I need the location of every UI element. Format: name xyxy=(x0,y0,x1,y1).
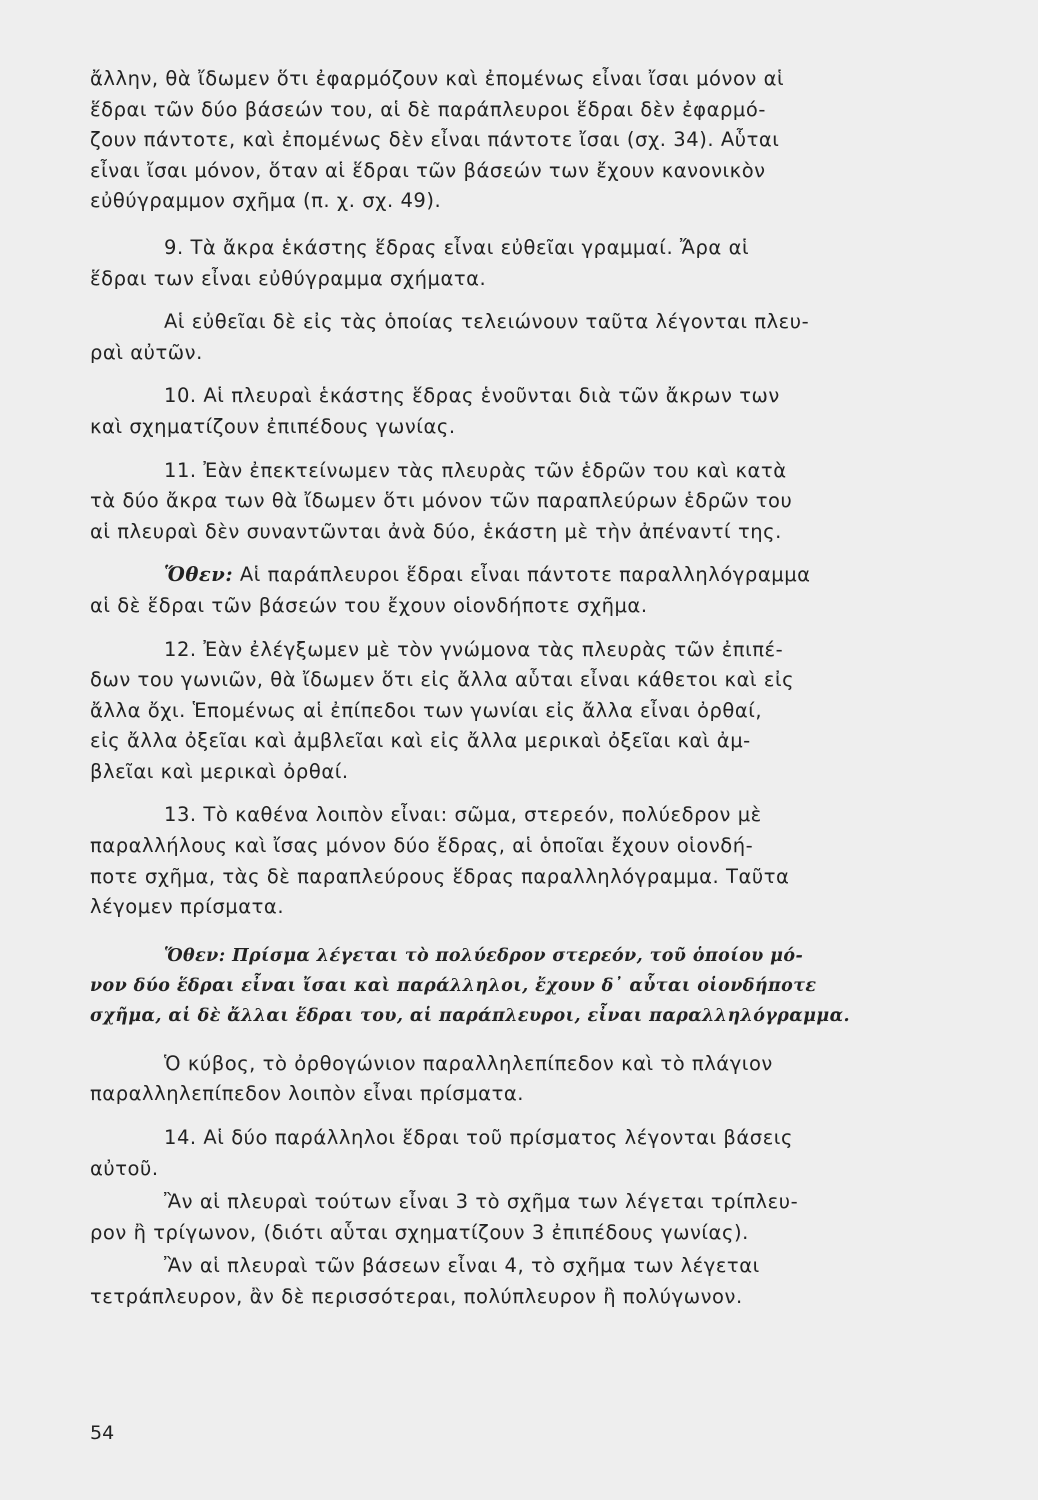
text-line: Ἂν αἱ πλευραὶ τούτων εἶναι 3 τὸ σχῆμα των λέγεται τρίπλευ- xyxy=(164,1190,799,1214)
paragraph-cube xyxy=(90,1049,960,1110)
text-line: 9. Τὰ ἄκρα ἑκάστης ἕδρας εἶναι εὐθεῖαι γραμμαί. Ἄρα αἱ xyxy=(164,235,750,259)
paragraph-13 xyxy=(90,800,960,922)
oten-label: Ὅθεν: xyxy=(164,563,234,587)
text-line: ἄλλην, θὰ ἴδωμεν ὅτι ἐφαρμόζουν καὶ ἐπομένως εἶναι ἴσαι μόνον αἱ xyxy=(90,67,785,90)
paragraph-14b xyxy=(90,1187,960,1248)
paragraph-14c xyxy=(90,1251,960,1312)
paragraph-14 xyxy=(90,1123,960,1184)
text-line: Αἱ εὐθεῖαι δὲ εἰς τὰς ὁποίας τελειώνουν ταῦτα λέγονται πλευ- xyxy=(164,310,810,334)
text-line: αὐτοῦ. xyxy=(90,1156,159,1180)
text-fragment: Αἱ παράπλευροι ἕδραι εἶναι πάντοτε παραλληλόγραμμα xyxy=(233,563,811,587)
text-line: εἶναι ἴσαι μόνον, ὅταν αἱ ἕδραι τῶν βάσεών των ἔχουν κανονικὸν xyxy=(90,158,766,182)
paragraph-11 xyxy=(90,456,960,548)
page-body xyxy=(90,64,960,1313)
text-line: καὶ σχηματίζουν ἐπιπέδους γωνίας. xyxy=(90,414,456,438)
text-line: εὐθύγραμμον σχῆμα (π. χ. σχ. 49). xyxy=(90,189,442,213)
paragraph-12 xyxy=(90,635,960,788)
paragraph-continuation xyxy=(90,64,960,217)
text-line: ραὶ αὐτῶν. xyxy=(90,340,203,364)
text-line: 12. Ἐὰν ἐλέγξωμεν μὲ τὸν γνώμονα τὰς πλευρὰς τῶν ἐπιπέ- xyxy=(164,637,784,661)
text-line: 11. Ἐὰν ἐπεκτείνωμεν τὰς πλευρὰς τῶν ἑδρῶν του καὶ κατὰ xyxy=(164,458,787,482)
text-line: Ἂν αἱ πλευραὶ τῶν βάσεων εἶναι 4, τὸ σχῆμα των λέγεται xyxy=(164,1254,760,1278)
text-line: αἱ δὲ ἕδραι τῶν βάσεών του ἔχουν οἱονδήποτε σχῆμα. xyxy=(90,593,648,617)
text-line: παραλληλεπίπεδον λοιπὸν εἶναι πρίσματα. xyxy=(90,1082,525,1106)
text-line: αἱ πλευραὶ δὲν συναντῶνται ἀνὰ δύο, ἑκάστη μὲ τὴν ἀπέναντί της. xyxy=(90,519,782,543)
text-line: δων του γωνιῶν, θὰ ἴδωμεν ὅτι εἰς ἄλλα αὗται εἶναι κάθετοι καὶ εἰς xyxy=(90,668,795,692)
text-line: λέγομεν πρίσματα. xyxy=(90,895,285,919)
paragraph-10 xyxy=(90,381,960,442)
text-line: ἕδραι των εἶναι εὐθύγραμμα σχήματα. xyxy=(90,266,487,290)
text-line: ποτε σχῆμα, τὰς δὲ παραπλεύρους ἕδρας παραλληλόγραμμα. Ταῦτα xyxy=(90,864,790,888)
text-line: 10. Αἱ πλευραὶ ἑκάστης ἕδρας ἑνοῦνται διὰ τῶν ἄκρων των xyxy=(164,384,780,408)
text-line xyxy=(90,560,960,591)
paragraph-9 xyxy=(90,233,960,294)
prism-definition xyxy=(90,941,960,1031)
text-line: νον δύο ἕδραι εἶναι ἴσαι καὶ παράλληλοι, ἔχουν δ᾽ αὗται οἱονδήποτε xyxy=(90,975,817,996)
text-line: Ὁ κύβος, τὸ ὀρθογώνιον παραλληλεπίπεδον καὶ τὸ πλάγιον xyxy=(164,1051,773,1075)
text-line: σχῆμα, αἱ δὲ ἄλλαι ἕδραι του, αἱ παράπλευροι, εἶναι παραλληλόγραμμα. xyxy=(90,1005,850,1026)
paragraph-9b xyxy=(90,307,960,368)
text-line: παραλλήλους καὶ ἴσας μόνον δύο ἕδρας, αἱ ὁποῖαι ἔχουν οἱονδή- xyxy=(90,834,754,858)
text-line: ἕδραι τῶν δύο βάσεών του, αἱ δὲ παράπλευροι ἕδραι δὲν ἐφαρμό- xyxy=(90,97,766,121)
text-line: ἄλλα ὄχι. Ἑπομένως αἱ ἐπίπεδοι των γωνίαι εἰς ἄλλα εἶναι ὀρθαί, xyxy=(90,698,763,722)
paragraph-oten-sides xyxy=(90,560,960,621)
text-line: 13. Τὸ καθένα λοιπὸν εἶναι: σῶμα, στερεόν, πολύεδρον μὲ xyxy=(164,803,762,827)
text-line: βλεῖαι καὶ μερικαὶ ὀρθαί. xyxy=(90,759,349,783)
text-line: ρον ἢ τρίγωνον, (διότι αὗται σχηματίζουν 3 ἐπιπέδους γωνίας). xyxy=(90,1220,749,1244)
text-line: εἰς ἄλλα ὀξεῖαι καὶ ἀμβλεῖαι καὶ εἰς ἄλλα μερικαὶ ὀξεῖαι καὶ ἀμ- xyxy=(90,729,751,753)
text-line: τετράπλευρον, ἂν δὲ περισσότεραι, πολύπλευρον ἢ πολύγωνον. xyxy=(90,1285,743,1308)
text-line: τὰ δύο ἄκρα των θὰ ἴδωμεν ὅτι μόνον τῶν παραπλεύρων ἑδρῶν του xyxy=(90,489,793,513)
page-number: 54 xyxy=(90,1422,115,1444)
text-line: Ὅθεν: Πρίσμα λέγεται τὸ πολύεδρον στερεόν, τοῦ ὁποίου μό- xyxy=(164,945,804,966)
text-line: 14. Αἱ δύο παράλληλοι ἕδραι τοῦ πρίσματος λέγονται βάσεις xyxy=(164,1126,793,1150)
text-line: ζουν πάντοτε, καὶ ἐπομένως δὲν εἶναι πάντοτε ἴσαι (σχ. 34). Αὗται xyxy=(90,128,780,152)
